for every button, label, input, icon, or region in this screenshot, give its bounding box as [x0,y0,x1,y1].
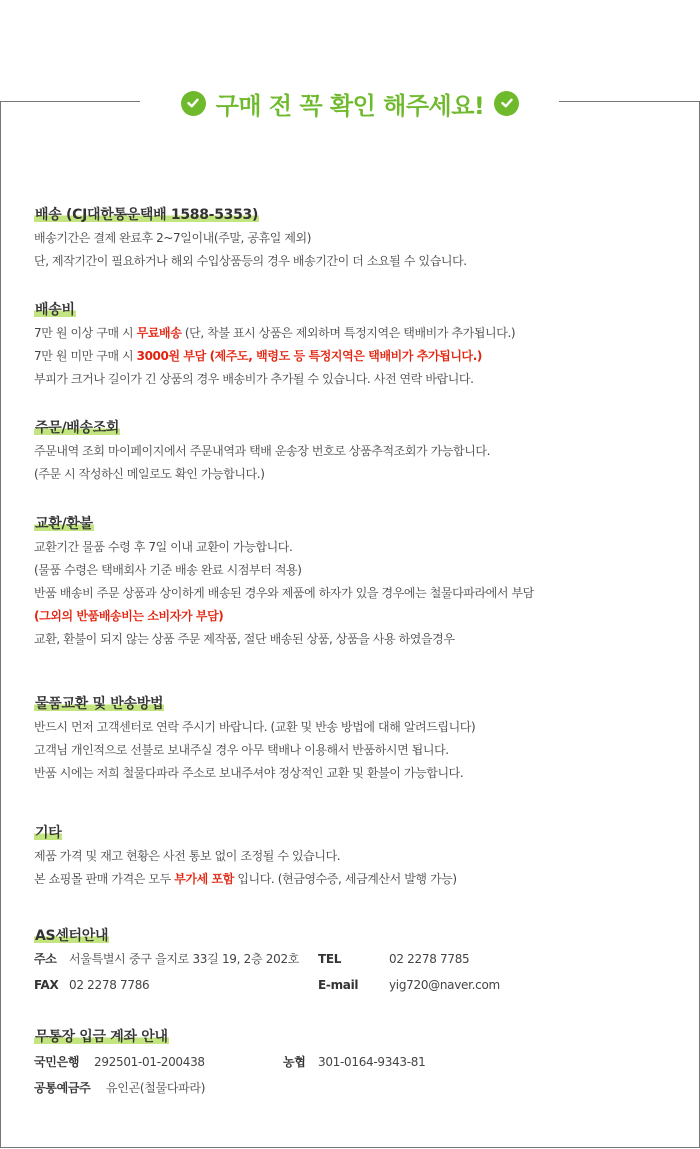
text-segment: (단, 착불 표시 상품은 제외하며 특정지역은 택배비가 추가됩니다.) [181,326,516,340]
info-row [34,948,634,971]
section-title: 물품교환 및 반송방법 [35,696,164,712]
text-line: 반드시 먼저 고객센터로 연락 주시기 바랍니다. (교환 및 반송 방법에 대해 알려드립니다) [34,720,476,734]
highlight-text: 부가세 포함 [174,872,234,886]
info-row [34,1051,634,1074]
page-title: 구매 전 꼭 확인 해주세요! [215,91,485,120]
text-line: 배송기간은 결제 완료후 2~7일이내(주말, 공휴일 제외) [34,231,312,245]
text-line: 교환, 환불이 되지 않는 상품 주문 제작품, 절단 배송된 상품, 상품을 사용 하였을경우 [34,632,455,646]
text-line: (주문 시 작성하신 메일로도 확인 가능합니다.) [34,467,265,481]
text-line [34,345,515,368]
email-label: E-mail [318,978,359,992]
section-shipping [34,204,467,273]
notice-header [160,84,540,122]
email-value[interactable]: yig720@naver.com [389,978,500,992]
text-segment: 입니다. (현금영수증, 세금계산서 발행 가능) [233,872,457,886]
section-title: 배송비 [35,302,75,318]
section-title: AS센터안내 [35,928,109,944]
highlight-text: (그외의 반품배송비는 소비자가 부담) [34,609,224,623]
address-value: 서울특별시 중구 을지로 33길 19, 2층 202호 [69,952,300,966]
highlight-text: 3000원 부담 (제주도, 백령도 등 특정지역은 택배비가 추가됩니다.) [136,349,482,363]
section-title: 기타 [35,825,62,841]
holder-value: 유인곤(철물다파라) [106,1081,206,1095]
text-line: (물품 수령은 택배회사 기준 배송 완료 시점부터 적용) [34,563,302,577]
address-label: 주소 [34,952,57,966]
text-segment: 7만 원 이상 구매 시 [34,326,137,340]
section-order-check [34,417,490,486]
section-etc [34,822,457,891]
bank2-label: 농협 [283,1055,306,1069]
section-title: 주문/배송조회 [35,420,120,436]
text-line [34,868,457,891]
text-line: 교환기간 물품 수령 후 7일 이내 교환이 가능합니다. [34,540,293,554]
section-title: 배송 (CJ대한통운택배 1588-5353) [35,207,259,223]
tel-label: TEL [318,952,342,966]
text-segment: 7만 원 미만 구매 시 [34,349,137,363]
info-row [34,974,634,997]
highlight-text: 무료배송 [136,326,182,340]
text-line: 부피가 크거나 길이가 긴 상품의 경우 배송비가 추가될 수 있습니다. 사전 연락 바랍니다. [34,372,474,386]
info-row [34,1077,634,1100]
bank2-account: 301-0164-9343-81 [318,1055,426,1069]
check-circle-icon [494,91,519,116]
section-title: 무통장 입금 계좌 안내 [35,1029,168,1045]
section-exchange [34,513,534,651]
holder-label: 공통예금주 [34,1081,91,1095]
text-segment: 본 쇼핑몰 판매 가격은 모두 [34,872,175,886]
section-bank [34,1026,634,1100]
text-line: 주문내역 조회 마이페이지에서 주문내역과 택배 운송장 번호로 상품추적조회가 가능합니다. [34,444,491,458]
section-title: 교환/환불 [35,516,93,532]
text-line: 반품 배송비 주문 상품과 상이하게 배송된 경우와 제품에 하자가 있을 경우에는 철물다파라에서 부담 [34,586,534,600]
text-line: 고객님 개인적으로 선불로 보내주실 경우 아무 택배나 이용해서 반품하시면 됩니다. [34,743,449,757]
tel-value: 02 2278 7785 [389,952,470,966]
text-line: 단, 제작기간이 필요하거나 해외 수입상품등의 경우 배송기간이 더 소요될 수 있습니다. [34,254,467,268]
section-as-center [34,925,634,997]
fax-value: 02 2278 7786 [69,978,150,992]
text-line [34,322,515,345]
section-return-method [34,693,475,785]
section-shipping-fee [34,299,515,391]
text-line: 반품 시에는 저희 철물다파라 주소로 보내주셔야 정상적인 교환 및 환불이 가능합니다. [34,766,464,780]
check-circle-icon [181,91,206,116]
bank1-label: 국민은행 [34,1055,80,1069]
text-line: 제품 가격 및 재고 현황은 사전 통보 없이 조정될 수 있습니다. [34,849,341,863]
fax-label: FAX [34,978,59,992]
bank1-account: 292501-01-200438 [94,1055,205,1069]
